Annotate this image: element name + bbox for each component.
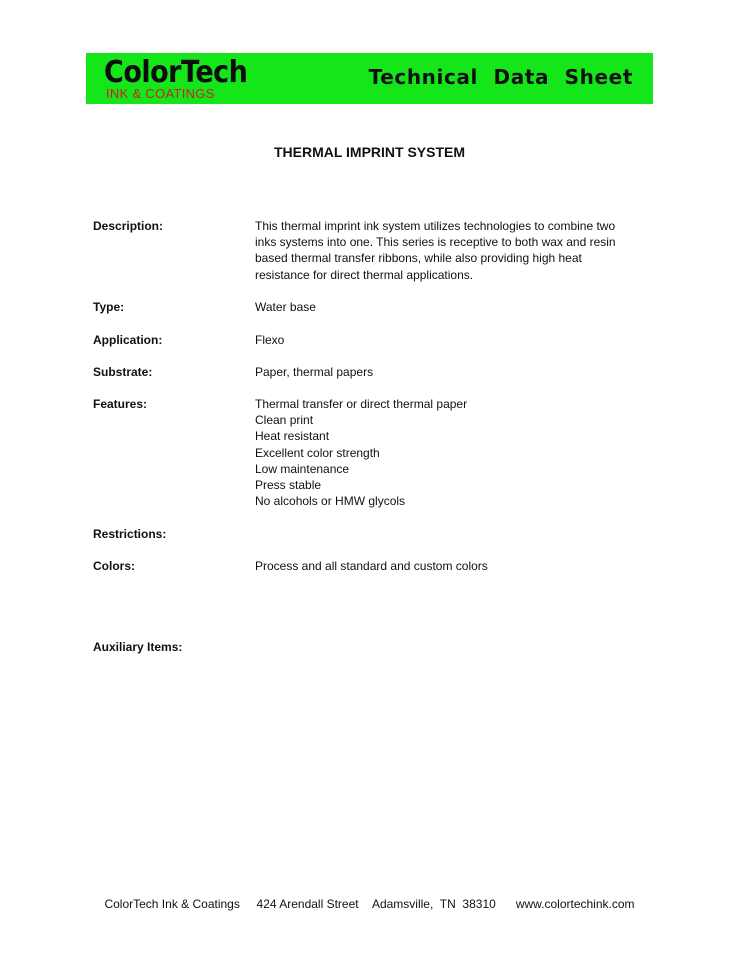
type-value: Water base [255, 300, 316, 314]
colors-label: Colors: [93, 559, 135, 573]
logo-tagline: INK & COATINGS [106, 86, 215, 101]
application-value: Flexo [255, 333, 285, 347]
document-title: THERMAL IMPRINT SYSTEM [273, 144, 466, 160]
type-label: Type: [93, 300, 125, 314]
sheet-title: Technical Data Sheet [368, 65, 633, 89]
feature-item: Heat resistant [255, 429, 330, 444]
feature-item: Press stable [255, 478, 322, 493]
features-list [255, 396, 635, 509]
application-label: Application: [93, 333, 163, 347]
footer [0, 897, 739, 911]
substrate-value: Paper, thermal papers [255, 365, 374, 379]
auxiliary-label: Auxiliary Items: [93, 640, 183, 654]
feature-item: Low maintenance [255, 461, 350, 476]
footer-website[interactable]: www.colortechink.com [515, 897, 635, 911]
colors-value: Process and all standard and custom colors [255, 559, 488, 573]
company-logo: ColorTech [104, 55, 248, 90]
description-value [255, 218, 635, 283]
feature-item: Clean print [255, 413, 314, 428]
description-line: based thermal transfer ribbons, while also providing high heat [255, 251, 582, 266]
features-label: Features: [93, 397, 148, 411]
footer-company: ColorTech Ink & Coatings [104, 897, 240, 911]
description-line: resistance for direct thermal applications. [255, 267, 474, 282]
description-line: This thermal imprint ink system utilizes technologies to combine two [255, 219, 616, 233]
substrate-label: Substrate: [93, 365, 153, 379]
feature-item: Excellent color strength [255, 445, 380, 460]
description-label: Description: [93, 219, 164, 233]
footer-address: 424 Arendall Street [256, 897, 359, 911]
description-line: inks systems into one. This series is receptive to both wax and resin [255, 235, 616, 250]
restrictions-label: Restrictions: [93, 527, 167, 541]
feature-item: No alcohols or HMW glycols [255, 494, 406, 509]
header-band [86, 53, 653, 104]
footer-city: Adamsville, TN 38310 [371, 897, 496, 911]
feature-item: Thermal transfer or direct thermal paper [255, 397, 468, 411]
